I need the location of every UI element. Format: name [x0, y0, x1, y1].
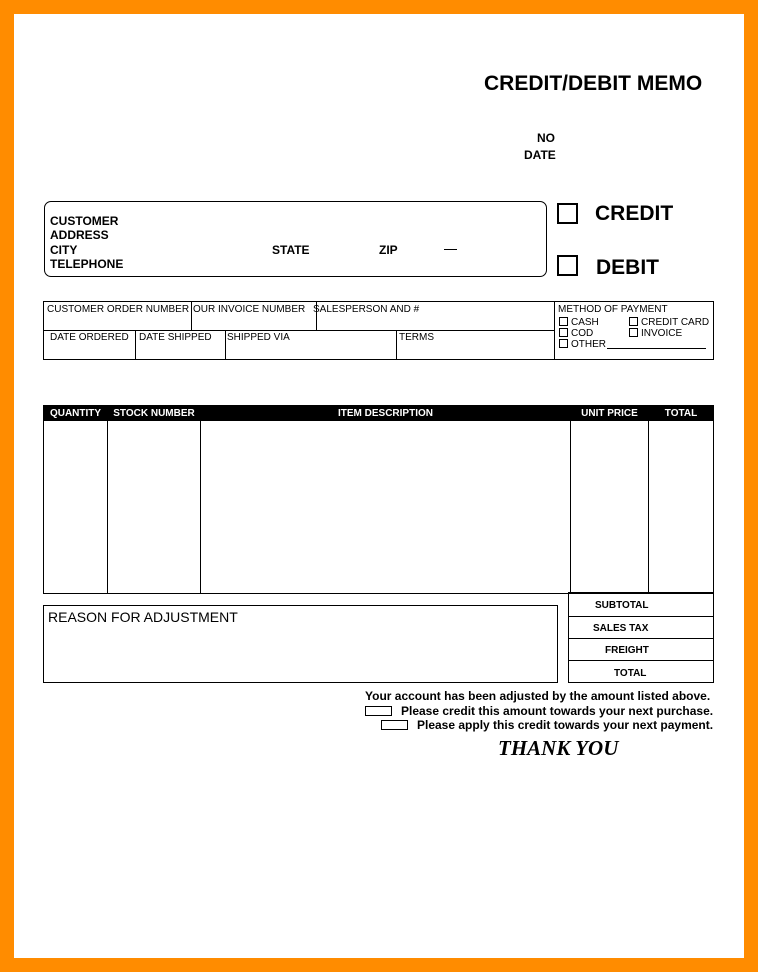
- col-divider: [648, 406, 649, 593]
- col-divider: [107, 406, 108, 593]
- shipped-via-label: SHIPPED VIA: [227, 332, 290, 343]
- row-divider: [569, 660, 713, 661]
- customer-label: CUSTOMER: [50, 214, 119, 228]
- credit-card-label: CREDIT CARD: [641, 317, 710, 328]
- city-label: CITY: [50, 243, 78, 257]
- other-underline: [607, 348, 706, 349]
- reason-box[interactable]: [43, 605, 558, 683]
- credit-label: CREDIT: [595, 202, 674, 225]
- row-divider: [44, 330, 554, 331]
- credit-checkbox[interactable]: [557, 203, 578, 224]
- col-divider: [200, 406, 201, 593]
- col-divider: [554, 302, 555, 359]
- order-info-table: [43, 301, 714, 360]
- customer-order-number-label: CUSTOMER ORDER NUMBER: [47, 304, 190, 315]
- col-divider: [191, 302, 192, 330]
- credit-next-purchase-checkbox[interactable]: [365, 706, 392, 716]
- credit-next-purchase-message: Please credit this amount towards your next purchase.: [401, 704, 714, 718]
- unit-price-header: UNIT PRICE: [571, 406, 648, 421]
- other-option[interactable]: [559, 339, 606, 350]
- debit-checkbox[interactable]: [557, 255, 578, 276]
- adjusted-message: Your account has been adjusted by the amount listed above.: [365, 689, 711, 703]
- other-label: OTHER: [571, 339, 606, 350]
- terms-label: TERMS: [399, 332, 434, 343]
- stock-number-header: STOCK NUMBER: [108, 406, 200, 421]
- telephone-label: TELEPHONE: [50, 257, 124, 271]
- checkbox-icon: [629, 317, 638, 326]
- subtotal-label: SUBTOTAL: [595, 600, 649, 611]
- state-label: STATE: [272, 243, 310, 257]
- date-shipped-label: DATE SHIPPED: [139, 332, 212, 343]
- apply-next-payment-checkbox[interactable]: [381, 720, 408, 730]
- total-label: TOTAL: [614, 668, 647, 679]
- items-table: [43, 405, 714, 594]
- freight-label: FREIGHT: [605, 645, 649, 656]
- thank-you-text: THANK YOU: [498, 736, 619, 760]
- reason-label: REASON FOR ADJUSTMENT: [48, 609, 238, 625]
- debit-label: DEBIT: [596, 256, 659, 279]
- our-invoice-number-label: OUR INVOICE NUMBER: [193, 304, 306, 315]
- method-of-payment-label: METHOD OF PAYMENT: [558, 304, 668, 315]
- row-divider: [569, 616, 713, 617]
- address-label: ADDRESS: [50, 228, 109, 242]
- col-divider: [570, 406, 571, 593]
- quantity-header: QUANTITY: [44, 406, 107, 421]
- cod-label: COD: [571, 328, 594, 339]
- col-divider: [225, 330, 226, 359]
- zip-dash: [444, 249, 457, 250]
- date-label: DATE: [524, 148, 556, 162]
- item-description-header: ITEM DESCRIPTION: [201, 406, 570, 421]
- invoice-option[interactable]: [629, 328, 682, 339]
- sales-tax-label: SALES TAX: [593, 623, 649, 634]
- date-ordered-label: DATE ORDERED: [50, 332, 129, 343]
- checkbox-icon: [629, 328, 638, 337]
- cod-option[interactable]: [559, 328, 593, 339]
- row-divider: [569, 638, 713, 639]
- salesperson-label: SALESPERSON AND #: [313, 304, 420, 315]
- col-divider: [135, 330, 136, 359]
- apply-next-payment-message: Please apply this credit towards your next payment.: [417, 718, 714, 732]
- totals-table: [568, 592, 714, 683]
- zip-label: ZIP: [379, 243, 398, 257]
- col-divider: [396, 330, 397, 359]
- checkbox-icon: [559, 339, 568, 348]
- invoice-label: INVOICE: [641, 328, 683, 339]
- credit-card-option[interactable]: [629, 317, 709, 328]
- memo-page: [14, 14, 744, 958]
- no-label: NO: [537, 131, 555, 145]
- cash-option[interactable]: [559, 317, 599, 328]
- checkbox-icon: [559, 317, 568, 326]
- cash-label: CASH: [571, 317, 599, 328]
- memo-title: CREDIT/DEBIT MEMO: [484, 72, 703, 95]
- checkbox-icon: [559, 328, 568, 337]
- total-header: TOTAL: [649, 406, 713, 421]
